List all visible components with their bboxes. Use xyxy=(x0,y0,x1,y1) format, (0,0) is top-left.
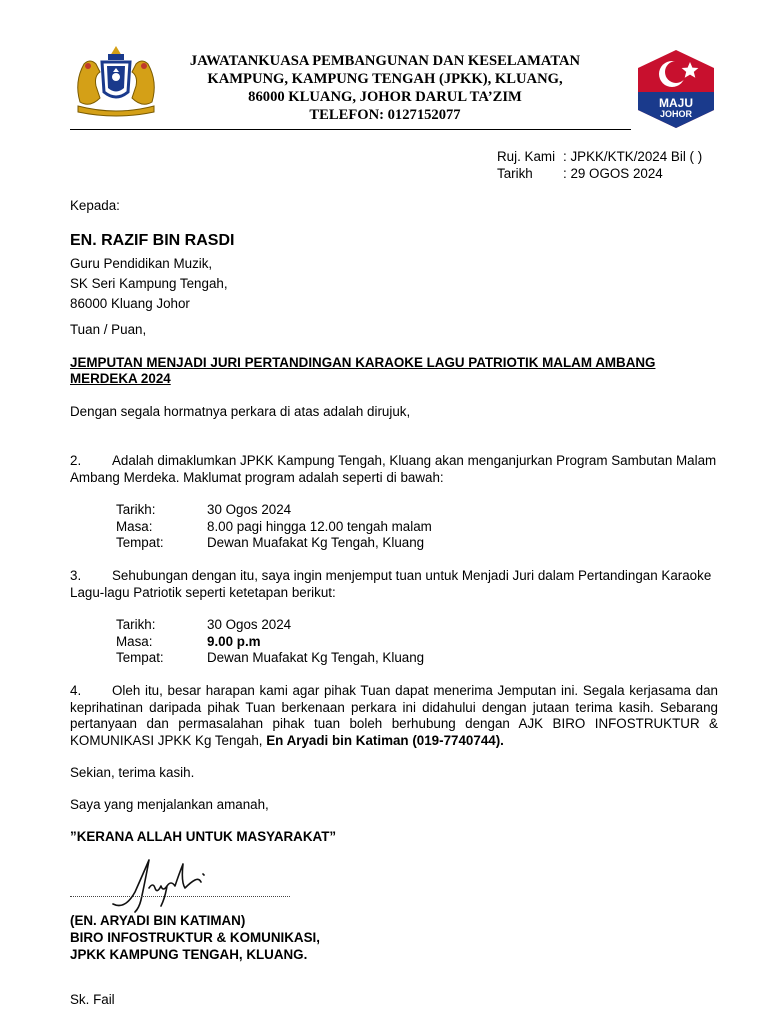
header-divider xyxy=(70,129,631,130)
subject-line: JEMPUTAN MENJADI JURI PERTANDINGAN KARAOKE LAGU PATRIOTIK MALAM AMBANG MERDEKA 2024 xyxy=(70,355,656,386)
logo-text-johor: JOHOR xyxy=(659,109,693,119)
intro-paragraph: Dengan segala hormatnya perkara di atas adalah dirujuk, xyxy=(70,404,411,419)
paragraph-text: Oleh itu, besar harapan kami agar pihak Tuan dapat menerima Jemputan ini. Segala kerjasama dan keprihatinan daripada pihak Tuan berkenaan perkara ini didahului dengan jutaan terima kasih. Sebarang pertanyaan dan permasalahan pihak tuan boleh berhubung dengan AJK BIRO INFOSTRUKTUR & KOMUNIKASI JPKK Kg Tengah, xyxy=(70,683,718,748)
footer-file: Sk. Fail xyxy=(70,992,115,1007)
detail-value: 30 Ogos 2024 xyxy=(207,502,292,517)
paragraph-number: 3. xyxy=(70,568,82,583)
detail-label: Masa: xyxy=(116,633,153,649)
paragraph-text: Adalah dimaklumkan JPKK Kampung Tengah, Kluang akan menganjurkan Program Sambutan Malam Ambang Merdeka. Maklumat program adalah seperti di bawah: xyxy=(70,453,717,485)
johor-crest-icon xyxy=(70,42,162,118)
logo-text-maju: MAJU xyxy=(658,96,694,110)
contest-details xyxy=(116,617,424,667)
letterhead-line-4: TELEFON: 0127152077 xyxy=(309,107,461,123)
signatory-block xyxy=(70,912,320,963)
ruj-value: : JPKK/KTK/2024 Bil ( ) xyxy=(563,149,703,164)
signatory-title: BIRO INFOSTRUKTUR & KOMUNIKASI, xyxy=(70,930,320,945)
detail-label: Tempat: xyxy=(116,650,164,665)
programme-details xyxy=(116,502,432,552)
detail-value: 9.00 p.m xyxy=(207,633,261,649)
signatory-org: JPKK KAMPUNG TENGAH, KLUANG. xyxy=(70,947,308,962)
letterhead-line-3: 86000 KLUANG, JOHOR DARUL TA’ZIM xyxy=(248,89,522,105)
detail-label: Tarikh: xyxy=(116,502,156,517)
detail-value: Dewan Muafakat Kg Tengah, Kluang xyxy=(207,650,425,665)
signatory-name: (EN. ARYADI BIN KATIMAN) xyxy=(70,913,246,928)
address-line: SK Seri Kampung Tengah, xyxy=(70,276,228,291)
motto: ”KERANA ALLAH UNTUK MASYARAKAT” xyxy=(70,829,337,844)
paragraph-number: 4. xyxy=(70,683,82,698)
salutation: Tuan / Puan, xyxy=(70,322,147,337)
tarikh-label: Tarikh xyxy=(497,166,533,181)
contact-person: En Aryadi bin Katiman (019-7740744). xyxy=(266,732,504,748)
closing-thanks: Sekian, terima kasih. xyxy=(70,765,195,780)
paragraph-2 xyxy=(70,453,718,486)
reference-block xyxy=(497,149,702,183)
letterhead-line-2: KAMPUNG, KAMPUNG TENGAH (JPKK), KLUANG, xyxy=(207,71,563,87)
paragraph-3 xyxy=(70,568,718,601)
recipient-name: EN. RAZIF BIN RASDI xyxy=(70,232,235,249)
ruj-label: Ruj. Kami xyxy=(497,149,556,164)
detail-value: 30 Ogos 2024 xyxy=(207,617,292,632)
detail-label: Masa: xyxy=(116,518,153,534)
tarikh-value: : 29 OGOS 2024 xyxy=(563,166,663,181)
letterhead-line-1: JAWATANKUASA PEMBANGUNAN DAN KESELAMATAN xyxy=(189,53,581,69)
paragraph-text: Sehubungan dengan itu, saya ingin menjemput tuan untuk Menjadi Juri dalam Pertandingan Karaoke Lagu-lagu Patriotik seperti ketetapan berikut: xyxy=(70,568,712,600)
address-line: 86000 Kluang Johor xyxy=(70,296,190,311)
paragraph-number: 2. xyxy=(70,453,82,468)
address-line: Guru Pendidikan Muzik, xyxy=(70,256,213,271)
detail-label: Tempat: xyxy=(116,535,164,550)
detail-value: 8.00 pagi hingga 12.00 tengah malam xyxy=(207,518,432,534)
letterhead xyxy=(165,52,605,124)
detail-value: Dewan Muafakat Kg Tengah, Kluang xyxy=(207,535,425,550)
maju-johor-logo xyxy=(634,48,718,130)
closing-amanah: Saya yang menjalankan amanah, xyxy=(70,797,269,812)
recipient-address xyxy=(70,254,228,314)
signature-icon xyxy=(105,852,215,914)
paragraph-4 xyxy=(70,683,718,749)
detail-label: Tarikh: xyxy=(116,617,156,632)
signature-line xyxy=(70,896,290,897)
kepada-label: Kepada: xyxy=(70,198,120,213)
